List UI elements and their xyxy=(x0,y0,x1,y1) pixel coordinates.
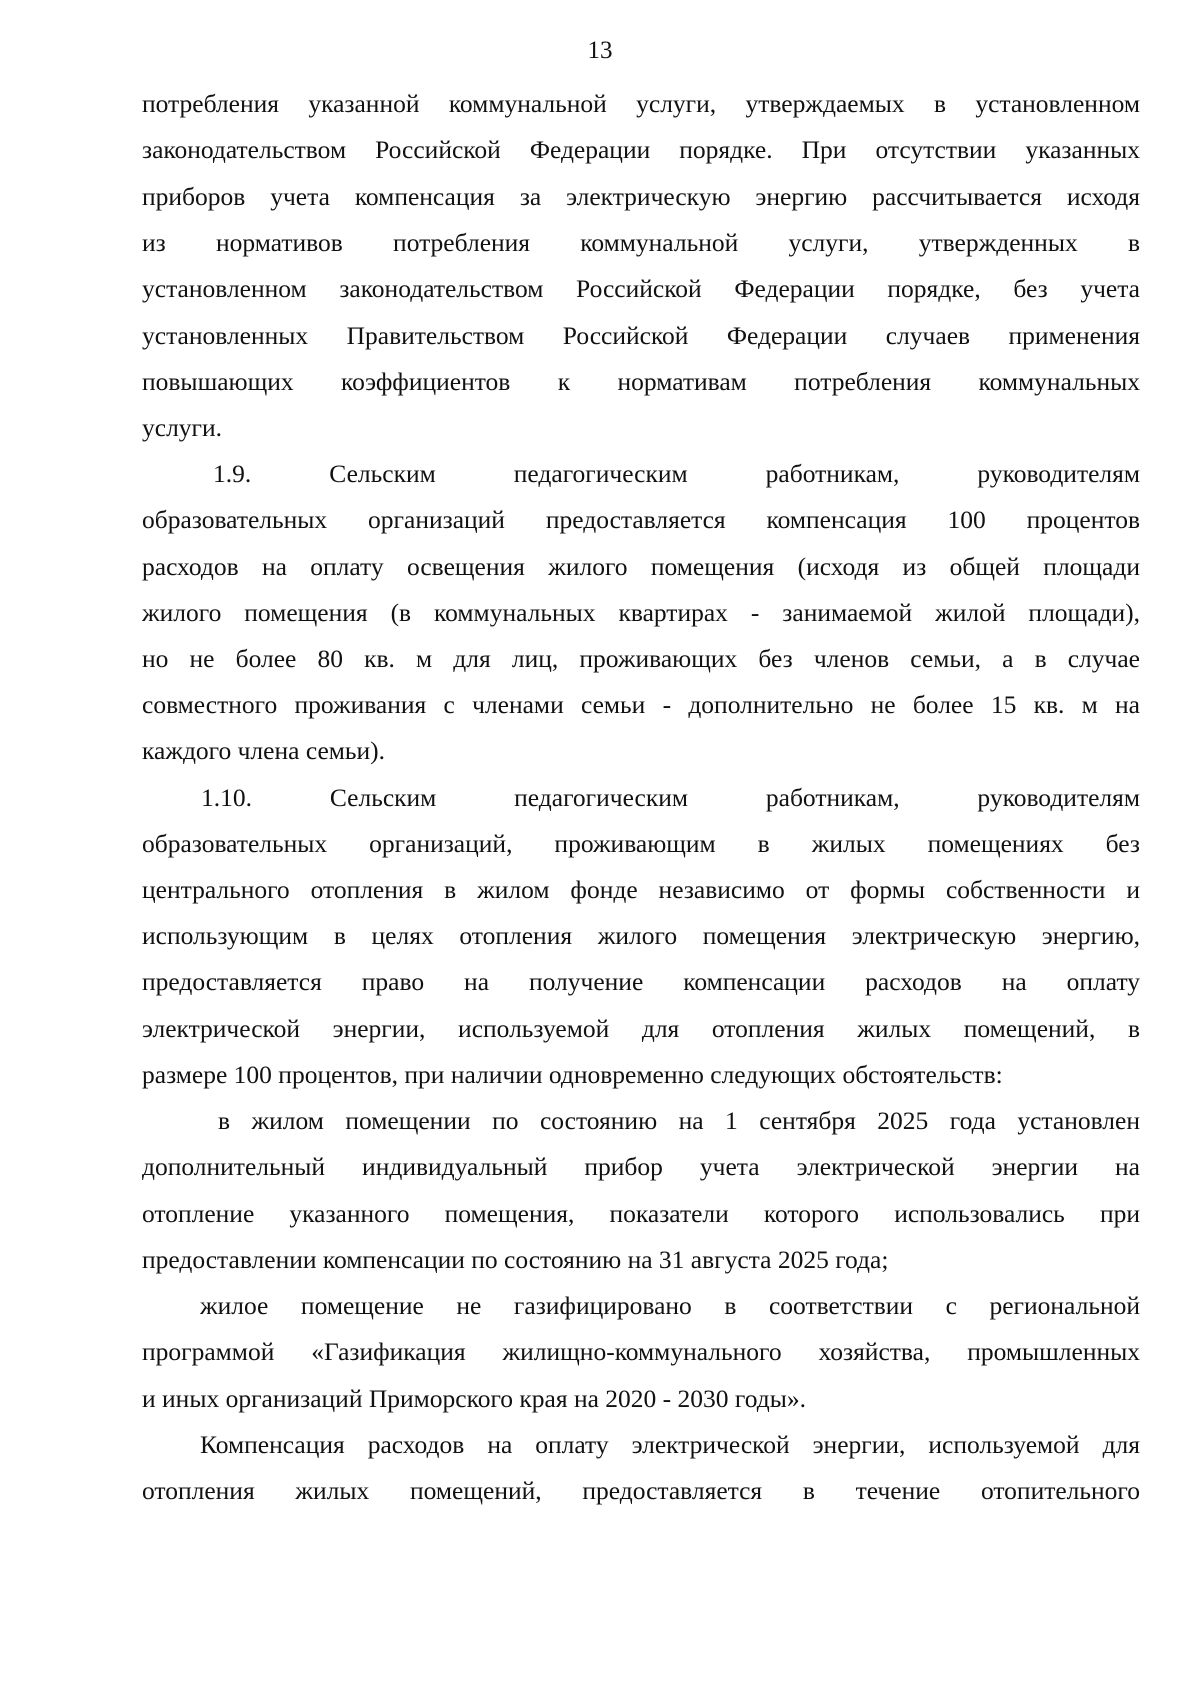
text-line: 1.10. Сельским педагогическим работникам, руководителям xyxy=(201,783,1140,812)
text-line: приборов учета компенсация за электрическую энергию рассчитывается исходя xyxy=(142,182,1140,211)
text-line: образовательных организаций, проживающим в жилых помещениях без xyxy=(142,829,1140,858)
text-line: законодательством Российской Федерации порядке. При отсутствии указанных xyxy=(142,135,1140,164)
text-line: 1.9. Сельским педагогическим работникам, руководителям xyxy=(213,459,1140,488)
text-line: центрального отопления в жилом фонде независимо от формы собственности и xyxy=(142,875,1140,904)
text-line: отопление указанного помещения, показатели которого использовались при xyxy=(142,1199,1140,1228)
text-line: отопления жилых помещений, предоставляется в течение отопительного xyxy=(142,1476,1140,1505)
text-line: совместного проживания с членами семьи - дополнительно не более 15 кв. м на xyxy=(142,690,1140,719)
text-line: повышающих коэффициентов к нормативам потребления коммунальных xyxy=(142,367,1140,396)
text-line: услуги. xyxy=(142,413,223,442)
text-line: каждого члена семьи). xyxy=(142,736,386,765)
text-line: программой «Газификация жилищно-коммунального хозяйства, промышленных xyxy=(142,1337,1140,1366)
text-line: Компенсация расходов на оплату электрической энергии, используемой для xyxy=(200,1430,1140,1459)
text-line: жилое помещение не газифицировано в соответствии с региональной xyxy=(200,1291,1140,1320)
text-line: дополнительный индивидуальный прибор учета электрической энергии на xyxy=(142,1152,1140,1181)
text-line: и иных организаций Приморского края на 2020 - 2030 годы». xyxy=(142,1384,806,1413)
text-line: предоставляется право на получение компенсации расходов на оплату xyxy=(142,967,1140,996)
page-number: 13 xyxy=(587,37,613,64)
text-line: установленных Правительством Российской Федерации случаев применения xyxy=(142,321,1140,350)
text-line: потребления указанной коммунальной услуги, утверждаемых в установленном xyxy=(142,89,1140,118)
text-line: предоставлении компенсации по состоянию на 31 августа 2025 года; xyxy=(142,1245,889,1274)
text-line: использующим в целях отопления жилого помещения электрическую энергию, xyxy=(142,921,1140,950)
text-line: установленном законодательством Российской Федерации порядке, без учета xyxy=(142,274,1140,303)
text-line: расходов на оплату освещения жилого помещения (исходя из общей площади xyxy=(142,552,1140,581)
text-line: образовательных организаций предоставляется компенсация 100 процентов xyxy=(142,505,1140,534)
text-line: из нормативов потребления коммунальной услуги, утвержденных в xyxy=(142,228,1140,257)
text-line: в жилом помещении по состоянию на 1 сентября 2025 года установлен xyxy=(218,1106,1140,1135)
text-line: но не более 80 кв. м для лиц, проживающих без членов семьи, а в случае xyxy=(142,644,1140,673)
text-line: размере 100 процентов, при наличии одновременно следующих обстоятельств: xyxy=(142,1060,1003,1089)
text-line: жилого помещения (в коммунальных квартирах - занимаемой жилой площади), xyxy=(142,598,1140,627)
text-line: электрической энергии, используемой для отопления жилых помещений, в xyxy=(142,1014,1140,1043)
